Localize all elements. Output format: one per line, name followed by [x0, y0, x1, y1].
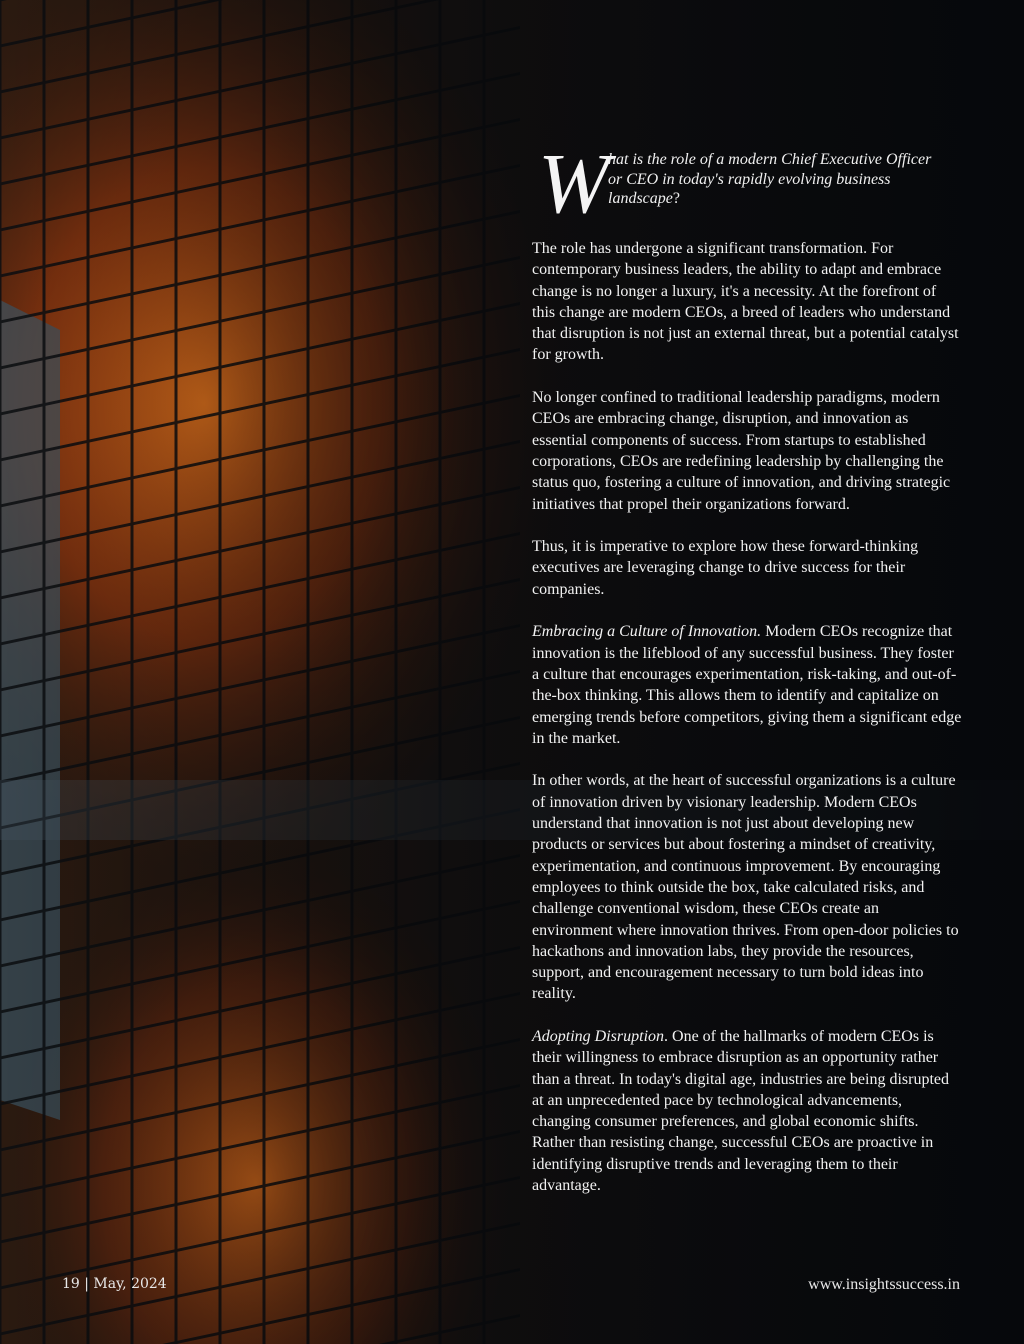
article-body	[532, 135, 962, 1218]
website-link[interactable]: www.insightssuccess.in	[808, 1276, 960, 1293]
drop-cap: W	[538, 135, 610, 231]
paragraph-1: The role has undergone a significant transformation. For contemporary business leaders, the ability to adapt and embrace change is no longer a luxury, it's a necessity. At the forefront of this change are modern CEOs, a breed of leaders who understand that disruption is not just an external threat, but a potential catalyst for growth.	[532, 240, 959, 364]
section-disruption-heading: Adopting Disruption	[532, 1027, 665, 1045]
page-number-date: 19 | May, 2024	[62, 1276, 167, 1292]
paragraph-5: In other words, at the heart of successful organizations is a culture of innovation driven by visionary leadership. Modern CEOs understand that innovation is not just about developing new products or services but about fostering a mindset of creativity, experimentation, and continuous improvement. By encouraging employees to think outside the box, take calculated risks, and challenge conventional wisdom, these CEOs create an environment where innovation thrives. From open-door policies to hackathons and innovation labs, they provide the resources, support, and encouragement necessary to turn bold ideas into reality.	[532, 772, 959, 1003]
section-innovation-heading: Embracing a Culture of Innovation.	[532, 623, 762, 641]
section-innovation	[532, 621, 962, 749]
lead-question-text: hat is the role of a modern Chief Executive Officer or CEO in today's rapidly evolving business landscape?	[608, 151, 932, 207]
section-innovation-text: Modern CEOs recognize that innovation is the lifeblood of any successful business. They foster a culture that encourages experimentation, risk-taking, and out-of-the-box thinking. This allows them to identify and capitalize on emerging trends before competitors, giving them a significant edge in the market.	[532, 623, 962, 747]
section-disruption-text: . One of the hallmarks of modern CEOs is their willingness to embrace disruption as an opportunity rather than a threat. In today's digital age, industries are being disrupted at an unprecedented pace by technological advancements, changing consumer preferences, and global economic shifts. Rather than resisting change, successful CEOs are proactive in identifying disruptive trends and leveraging them to their advantage.	[532, 1027, 949, 1195]
paragraph-3: Thus, it is imperative to explore how these forward-thinking executives are leveraging change to drive success for their companies.	[532, 538, 919, 598]
paragraph-2: No longer confined to traditional leadership paradigms, modern CEOs are embracing change, disruption, and innovation as essential components of success. From startups to established corporations, CEOs are redefining leadership by challenging the status quo, fostering a culture of innovation, and driving strategic initiatives that propel their organizations forward.	[532, 389, 951, 513]
lead-question	[532, 135, 962, 231]
section-disruption	[532, 1026, 962, 1196]
